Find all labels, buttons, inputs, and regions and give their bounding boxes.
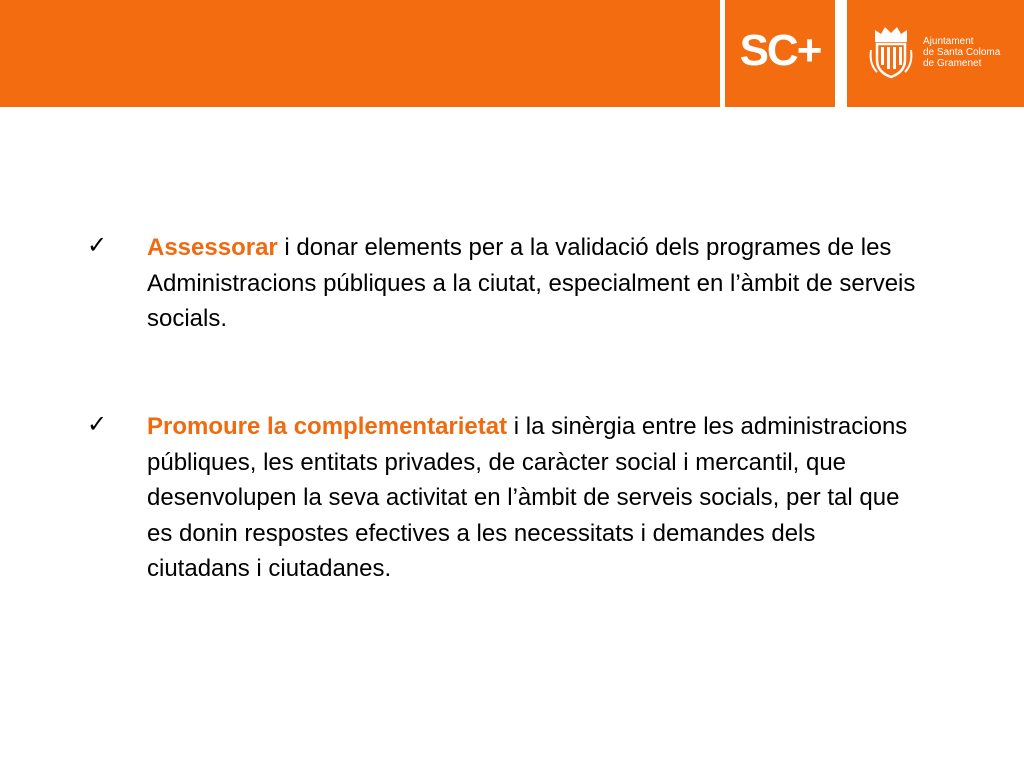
checkmark-icon: ✓ <box>87 411 108 438</box>
city-name-line-1: Ajuntament <box>923 36 974 47</box>
checkmark-icon: ✓ <box>87 232 108 259</box>
city-name-line-2: de Santa Coloma <box>923 47 1001 58</box>
bullet-body-1: i donar elements per a la validació dels programes de les Administracions públiques a la ciutat, especialment en l’àmbit de serveis socials. <box>147 234 916 332</box>
bullet-highlight-1: Assessorar <box>147 234 278 261</box>
sc-plus-logo: SC+ <box>739 25 821 75</box>
bullet-text-1 <box>147 230 917 337</box>
bullet-highlight-2: Promoure la complementarietat <box>147 413 508 440</box>
bullet-body-2: i la sinèrgia entre les administracions públiques, les entitats privades, de caràcter social i mercantil, que desenvolupen la seva activitat en l’àmbit de serveis socials, per tal que es donin respostes efectives a les necessitats i demandes dels ciutadans i ciutadanes. <box>147 413 908 582</box>
bullet-text-2 <box>147 409 917 587</box>
city-name-line-3: de Gramenet <box>923 58 982 69</box>
